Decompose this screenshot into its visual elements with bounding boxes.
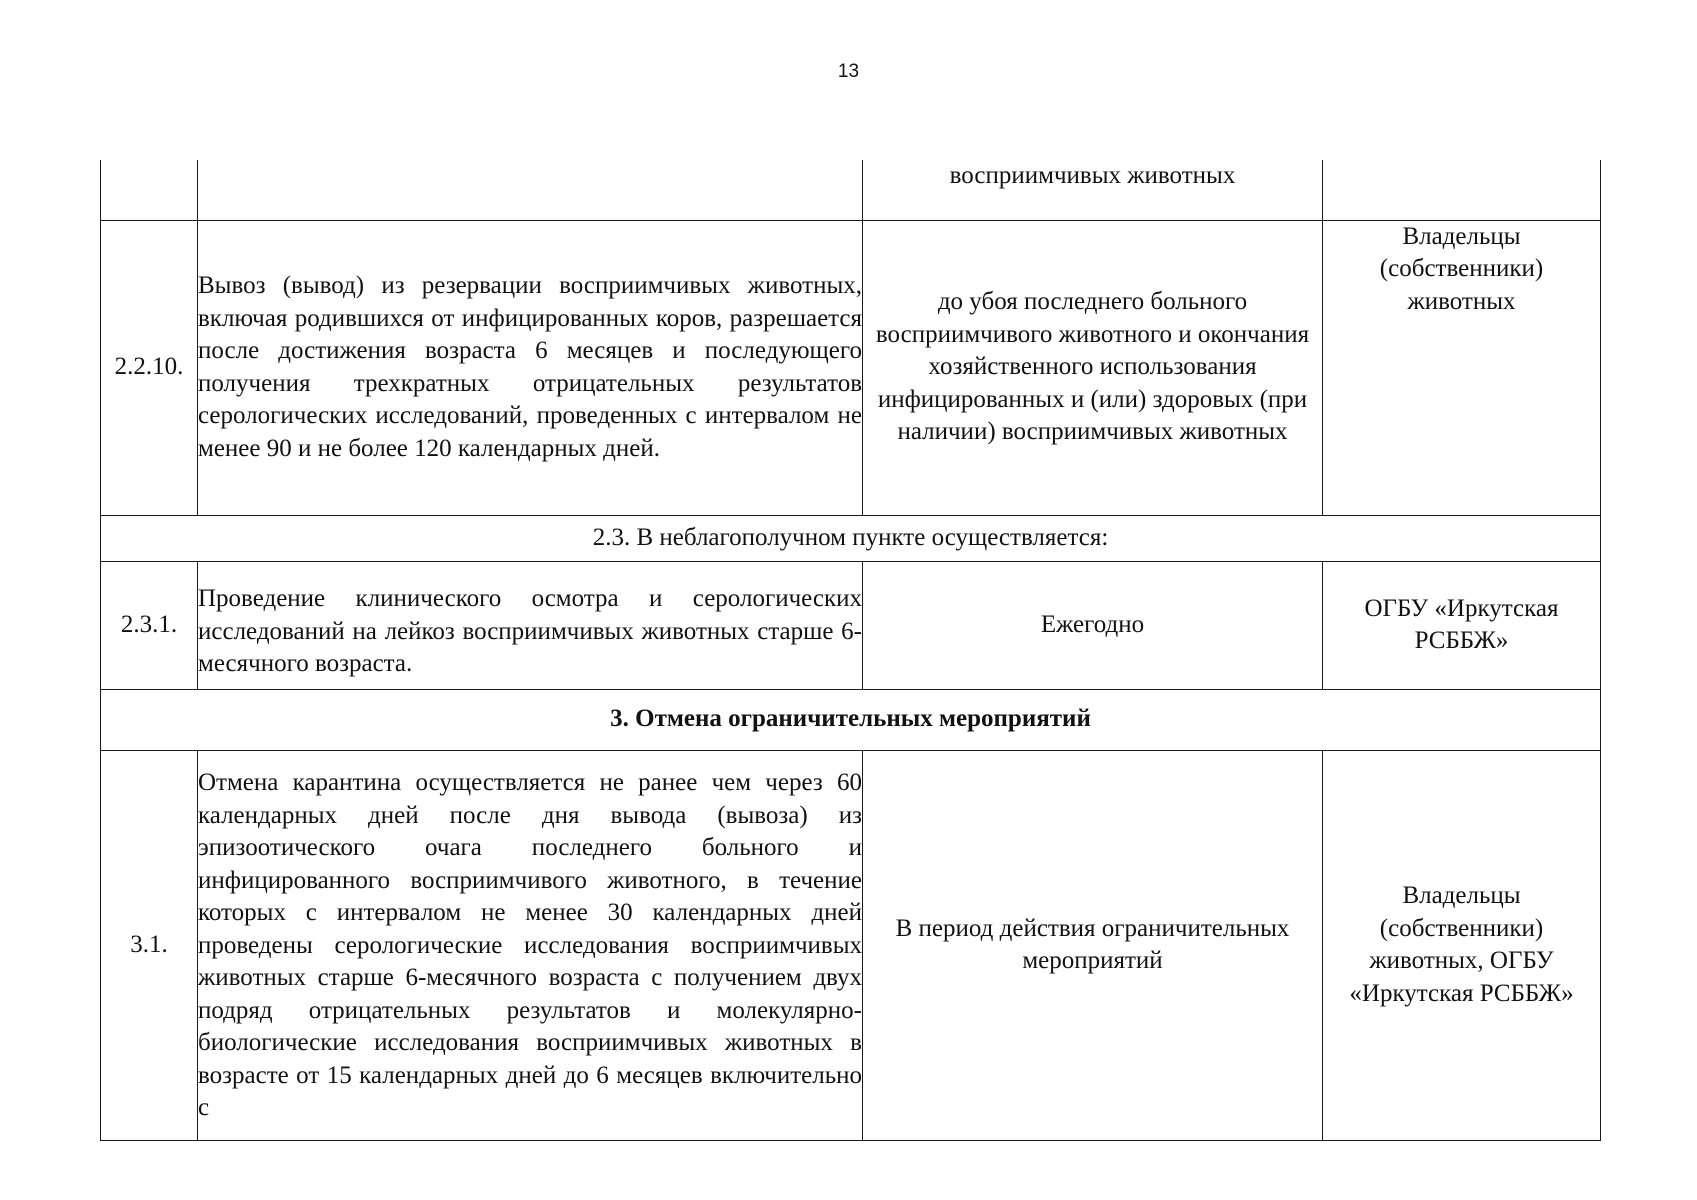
- measure-text: [198, 220, 863, 515]
- term-text: В период действия ограничительных мероприятий: [863, 750, 1323, 1140]
- section-heading: 3. Отмена ограничительных мероприятий: [101, 689, 1601, 750]
- term-text: до убоя последнего больного восприимчивого животного и окончания хозяйственного использования инфицированных и (или) здоровых (при наличии) восприимчивых животных: [863, 220, 1323, 515]
- measure-text: [198, 160, 863, 220]
- row-number: 2.3.1.: [101, 561, 198, 689]
- term-text: [863, 160, 1323, 220]
- term-text: Ежегодно: [863, 561, 1323, 689]
- executor-value: Владельцы (собственники) животных: [1379, 222, 1544, 315]
- measure-value: Проведение клинического осмотра и серологических исследований на лейкоз восприимчивых животных старше 6-месячного возраста.: [198, 585, 862, 678]
- section-row: [101, 515, 1601, 561]
- measure-text: [198, 561, 863, 689]
- page-number: 13: [837, 61, 860, 82]
- measures-table: [100, 160, 1601, 1141]
- executor-text: ОГБУ «Иркутская РСББЖ»: [1323, 561, 1601, 689]
- measure-value: Отмена карантина осуществляется не ранее чем через 60 календарных дней после дня вывода (вывоза) из эпизоотического очага последнего больного и инфицированного восприимчивого животного, в течение которых с интервалом не менее 30 календарных дней проведены серологические исследования восприимчивых животных старше 6-месячного возраста с получением двух подряд отрицательных результатов и молекулярно-биологические исследования восприимчивых животных в возрасте от 15 календарных дней до 6 месяцев включительно с: [198, 769, 862, 1122]
- table-row: [101, 220, 1601, 515]
- measure-text: [198, 750, 863, 1140]
- row-number: 2.2.10.: [101, 220, 198, 515]
- row-number: [101, 160, 198, 220]
- row-number: 3.1.: [101, 750, 198, 1140]
- executor-text: [1323, 160, 1601, 220]
- section-row: [101, 689, 1601, 750]
- measure-value: Вывоз (вывод) из резервации восприимчивых животных, включая родившихся от инфицированных коров, разрешается после достижения возраста 6 месяцев и последующего получения трехкратных отрицательных результатов серологических исследований, проведенных с интервалом не менее 90 и не более 120 календарных дней.: [198, 272, 862, 462]
- section-heading: 2.3. В неблагополучном пункте осуществляется:: [101, 515, 1601, 561]
- executor-text: [1323, 220, 1601, 515]
- table-row: [101, 750, 1601, 1140]
- executor-text: Владельцы (собственники) животных, ОГБУ «Иркутская РСББЖ»: [1323, 750, 1601, 1140]
- term-value: восприимчивых животных: [949, 162, 1236, 189]
- table-row: [101, 160, 1601, 220]
- table-row: [101, 561, 1601, 689]
